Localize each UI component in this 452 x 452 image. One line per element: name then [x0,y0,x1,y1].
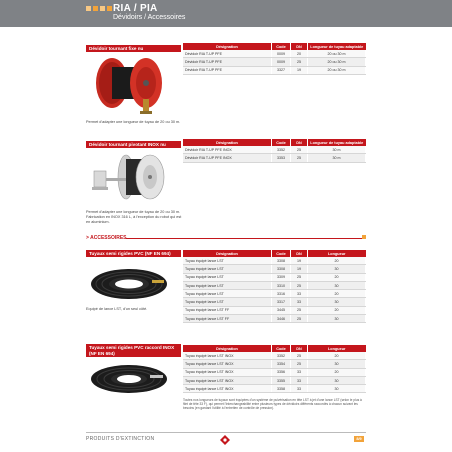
table-cell: 25 [291,58,308,66]
accessory-title-2: Tuyaux semi rigides PVC raccord INOX (NF EN 694) [86,344,181,357]
table-cell: 33 [291,385,308,393]
hose-reel-image [90,55,170,117]
table-cell: 20 ou 30 m [308,66,366,74]
column-header: Code [272,250,291,257]
table-cell: 20 [308,306,366,314]
page-title: RIA / PIA [113,3,158,14]
table-row [183,273,366,281]
accessories-heading: > ACCESSOIRES [86,235,127,241]
table-cell: 20 [308,352,366,360]
column-header: DN [291,250,308,257]
table-cell: Tuyau équipé lance LST [183,290,272,298]
table-cell: Tuyau équipé lance LST INOX [183,360,272,368]
accessory-title-1: Tuyaux semi rigides PVC (NF EN 694) [86,250,181,257]
table-cell: 3445 [272,306,291,314]
table-cell: 25 [291,146,308,154]
table-cell: 3308 [272,265,291,273]
table-cell: 25 [291,281,308,289]
table-cell: Tuyau équipé lance LST INOX [183,352,272,360]
column-header: DN [291,345,308,352]
table-cell: 3358 [272,385,291,393]
footnote: Toutes nos longueurs de tuyaux sont équipées d'un système de pulvérisation en tête LST à jet d'une lance LST (selon le plus à filet de tête 33 F), qui permet l'interchangeabilité entre plusieurs types de dévidoirs différents raccordés à chacun suivant les besoins (en gardant l'utilité à l'entretien de contrôle de pression). [183,398,362,411]
table-row [183,385,366,393]
table-cell: 20 [308,273,366,281]
column-header: Longueur [308,250,366,257]
table-row [183,281,366,289]
table-cell: 20 [308,290,366,298]
table-cell: 3354 [272,360,291,368]
section-title-1: Dévidoir tournant fixe nu [86,45,181,52]
company-logo-icon [218,434,232,446]
table-cell: Tuyau équipé lance LST INOX [183,376,272,384]
table-row [183,58,366,66]
table-cell: 33 [291,376,308,384]
table-cell: 19 [291,265,308,273]
column-header: Désignation [183,43,272,50]
table-row [183,352,366,360]
table-cell: 3309 [272,273,291,281]
table-cell: 30 m [308,146,366,154]
hose-coil-image [88,266,170,302]
table-cell: 3308 [272,257,291,265]
accessories-divider [126,238,366,239]
table-row [183,265,366,273]
table-cell: 3310 [272,281,291,289]
table-cell: Tuyau équipé lance LST [183,298,272,306]
column-header: Désignation [183,250,272,257]
table-cell: Dévidoir RIA T-UP PFE [183,50,272,58]
column-header: Code [272,43,291,50]
table-cell: 25 [291,315,308,323]
table-cell: 3316 [272,290,291,298]
page-number: 8/9 [354,436,364,442]
table-cell: Dévidoir RIA T-UP PFE INOX [183,146,272,154]
table-cell: 20 ou 30 m [308,50,366,58]
accessory-table-2 [183,345,366,393]
table-cell: 3327 [272,66,291,74]
table-cell: Tuyau équipé lance LST [183,281,272,289]
section-table-1 [183,43,366,75]
table-row [183,368,366,376]
table-cell: 3356 [272,368,291,376]
page-subtitle: Dévidoirs / Accessoires [113,14,186,21]
table-cell: Dévidoir RIA T-UP PFE INOX [183,154,272,162]
section-title-2: Dévidoir tournant pivotant INOX nu [86,141,181,148]
table-cell: 33 [291,290,308,298]
table-row [183,257,366,265]
table-cell: 30 m [308,154,366,162]
column-header: Longueur de tuyau adaptable [308,43,366,50]
footer-text: PRODUITS D'EXTINCTION [86,436,155,442]
table-cell: 19 [291,66,308,74]
table-row [183,290,366,298]
table-cell: Tuyau équipé lance LST INOX [183,385,272,393]
header-square [93,6,98,11]
accessories-square [362,235,366,239]
table-cell: 20 [308,257,366,265]
table-cell: 33 [291,298,308,306]
table-row [183,146,366,154]
table-cell: 30 [308,376,366,384]
table-cell: 25 [291,306,308,314]
accessory-table-1 [183,250,366,323]
header-square [107,6,112,11]
table-cell: Tuyau équipé lance LST [183,265,272,273]
header-square [100,6,105,11]
column-header: Désignation [183,139,272,146]
column-header: Désignation [183,345,272,352]
table-cell: 25 [291,352,308,360]
table-cell: 3446 [272,315,291,323]
table-cell: 3355 [272,376,291,384]
table-cell: 20 ou 30 m [308,58,366,66]
column-header: Code [272,345,291,352]
table-cell: 0009 [272,50,291,58]
column-header: Code [272,139,291,146]
section-description-2: Permet d'adapter une longueur de tuyau de 20 ou 30 m. Fabrication en INOX 316 L, à l'exception du robot qui est en aluminium. [86,210,182,224]
table-cell: 25 [291,154,308,162]
table-cell: Tuyau équipé lance LST FF [183,315,272,323]
footer-divider [86,432,366,433]
section-table-2 [183,139,366,163]
table-cell: 20 [291,50,308,58]
table-row [183,298,366,306]
table-cell: 30 [308,298,366,306]
inox-hose-coil-image [88,362,170,396]
section-description-1: Permet d'adapter une longueur de tuyau de 20 ou 30 m. [86,120,181,124]
column-header: DN [291,43,308,50]
table-row [183,154,366,162]
table-cell: 3353 [272,154,291,162]
table-cell: 30 [308,281,366,289]
table-row [183,315,366,323]
column-header: Longueur de tuyau adaptable [308,139,366,146]
table-row [183,306,366,314]
column-header: Longueur [308,345,366,352]
table-cell: Dévidoir RIA T-UP PFE [183,66,272,74]
table-cell: 0009 [272,58,291,66]
column-header: DN [291,139,308,146]
table-cell: 30 [308,315,366,323]
table-cell: Tuyau équipé lance LST [183,257,272,265]
table-cell: 25 [291,273,308,281]
header-square [86,6,91,11]
table-cell: 3317 [272,298,291,306]
table-cell: Dévidoir RIA T-UP PFE [183,58,272,66]
table-cell: 25 [291,360,308,368]
table-row [183,50,366,58]
table-cell: 30 [308,385,366,393]
inox-hose-reel-image [90,151,170,206]
table-cell: Tuyau équipé lance LST [183,273,272,281]
table-cell: Tuyau équipé lance LST INOX [183,368,272,376]
table-cell: 20 [308,368,366,376]
table-cell: 3352 [272,146,291,154]
table-cell: 30 [308,265,366,273]
table-row [183,360,366,368]
table-cell: 30 [308,360,366,368]
table-cell: 33 [291,368,308,376]
table-cell: 19 [291,257,308,265]
page-header [0,0,452,27]
table-row [183,66,366,74]
header-squares [86,6,112,11]
table-cell: 3352 [272,352,291,360]
accessory-description-1: Equipé de lance LST, d'un seul côté. [86,307,148,311]
table-cell: Tuyau équipé lance LST FF [183,306,272,314]
table-row [183,376,366,384]
